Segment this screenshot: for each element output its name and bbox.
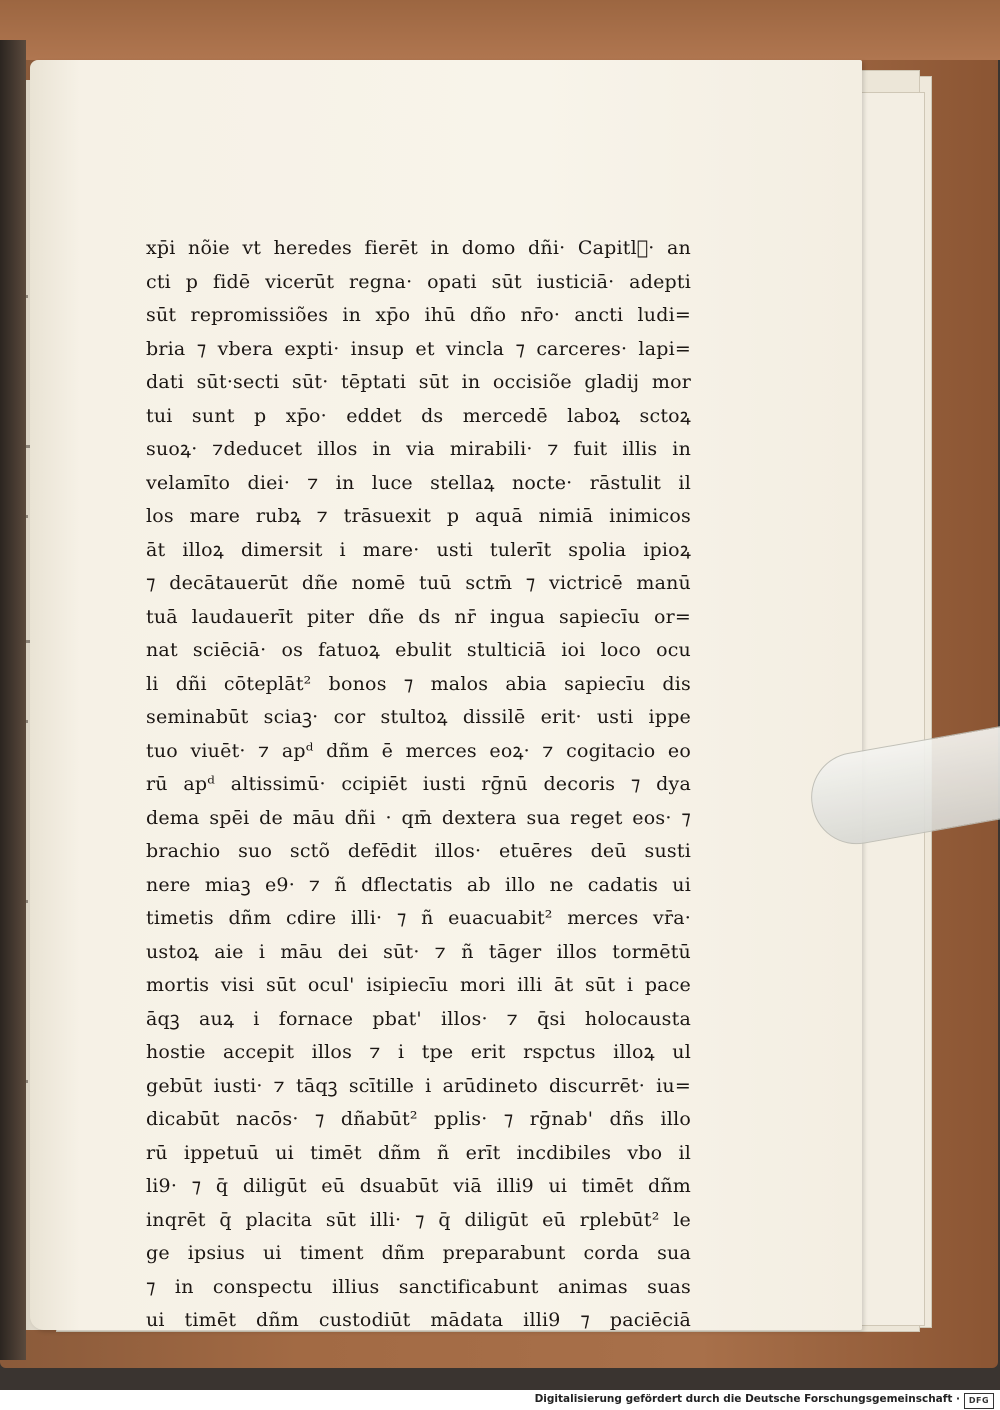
text-line: ge ipsius ui timent dñm preparabunt corda sua — [146, 1242, 691, 1264]
text-line: dati sūt·secti sūt· tēptati sūt in occisiõe gladij mor — [146, 371, 691, 393]
incunable-text-block — [146, 232, 691, 1338]
footer-credit: Digitalisierung gefördert durch die Deutsche Forschungsgemeinschaft · — [534, 1393, 960, 1405]
cover-top-edge — [0, 0, 1000, 60]
text-line: āt illoꝝ dimersit i mare· usti tulerīt spolia ipioꝝ — [146, 538, 691, 561]
text-line: ui timēt dñm custodiūt mādata illi9 ⁊ paciēciā — [146, 1309, 691, 1331]
text-line: dicabūt nacōs· ⁊ dñabūt² pplis· ⁊ rḡnab' dñs illo — [146, 1108, 691, 1130]
text-line: li dñi cōteplāt² bonos ⁊ malos abia sapiecīu dis — [146, 672, 691, 695]
text-line: dema spēi de māu dñi · qm̄ dextera sua reget eos· ⁊ — [146, 806, 691, 829]
text-line: xp̄i nõie vt heredes fierēt in domo dñi· Capitlᷓ· an — [146, 237, 691, 259]
text-line: ustoꝝ aie i māu dei sūt· ⁊ ñ tāger illos tormētū — [146, 940, 691, 963]
text-line: ⁊ decātauerūt dñe nomē tuū sctm̄ ⁊ victricē manū — [146, 572, 691, 594]
book-spine — [0, 40, 26, 1360]
text-line: hostie accepit illos ⁊ i tpe erit rspctus illoꝝ ul — [146, 1041, 691, 1063]
text-line: tuā laudauerīt piter dñe ds nr̄ ingua sapiecīu or= — [146, 605, 691, 628]
text-line: rū ippetuū ui timēt dñm ñ erīt incdibiles vbo il — [146, 1141, 691, 1164]
text-line: sūt repromissiões in xp̄o ihū dño nr̄o· ancti ludi= — [146, 304, 691, 326]
text-line: tuo viuēt· ⁊ apᵈ dñm ē merces eoꝝ· ⁊ cogitacio eo — [146, 739, 691, 762]
text-line: gebūt iusti· ⁊ tāqꝫ scītille i arūdineto discurrēt· iu= — [146, 1074, 691, 1097]
text-line: inqrēt q̄ placita sūt illi· ⁊ q̄ diligūt eū rplebūt² le — [146, 1208, 691, 1231]
text-line: tui sunt p xp̄o· eddet ds mercedē laboꝝ sctoꝝ — [146, 404, 691, 427]
text-line: cti p fidē vicerūt regna· opati sūt iusticiā· adepti — [146, 270, 691, 293]
text-line: nere miaꝫ e9· ⁊ ñ dflectatis ab illo ne cadatis ui — [146, 873, 691, 896]
text-line: āqꝫ auꝝ i fornace pbat' illos· ⁊ q̄si holocausta — [146, 1007, 691, 1030]
text-line: ⁊ in conspectu illius sanctificabunt animas suas — [146, 1275, 691, 1298]
text-line: rū apᵈ altissimū· ccipiēt iusti rḡnū decoris ⁊ dya — [146, 773, 691, 795]
text-line: los mare rubꝝ ⁊ trāsuexit p aquā nimiā inimicos — [146, 505, 691, 527]
text-line: brachio suo sctõ defēdit illos· etuēres deū susti — [146, 840, 691, 862]
text-line: seminabūt sciaꝫ· cor stultoꝝ dissilē erit· usti ippe — [146, 706, 691, 728]
text-line: bria ⁊ vbera expti· insup et vincla ⁊ carceres· lapi= — [146, 337, 691, 360]
dfg-logo: DFG — [964, 1393, 994, 1409]
text-line: mortis visi sūt ocul' isipiecīu mori illi āt sūt i pace — [146, 974, 691, 996]
footer-bar — [0, 1390, 1000, 1410]
text-line: li9· ⁊ q̄ diligūt eū dsuabūt viā illi9 ui timēt dñm — [146, 1175, 691, 1197]
text-line: suoꝝ· ⁊deducet illos in via mirabili· ⁊ fuit illis in — [146, 438, 691, 460]
text-line: nat sciēciā· os fatuoꝝ ebulit stulticiā ioi loco ocu — [146, 639, 691, 661]
text-line: timetis dñm cdire illi· ⁊ ñ euacuabit² merces vr̄a· — [146, 907, 691, 929]
text-line: velamīto diei· ⁊ in luce stellaꝝ nocte· rāstulit il — [146, 471, 691, 494]
